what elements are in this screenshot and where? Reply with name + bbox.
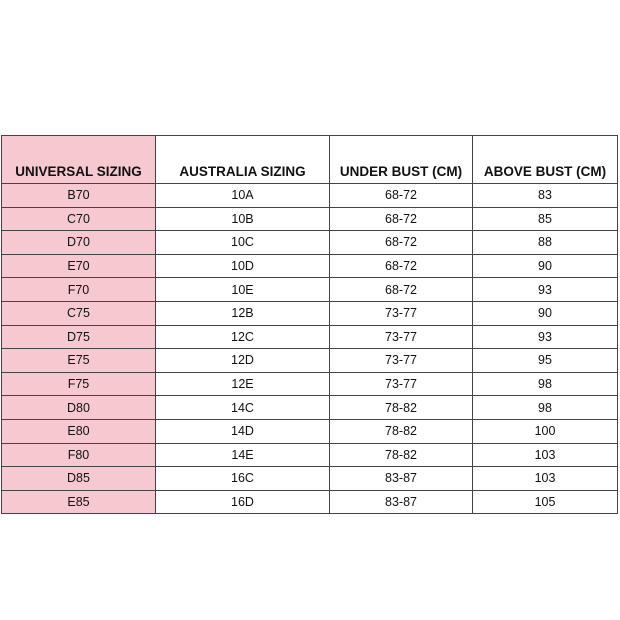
cell-australia-size: 14C [156, 396, 330, 420]
cell-above-bust: 83 [473, 184, 618, 208]
cell-above-bust: 98 [473, 396, 618, 420]
header-above-bust: ABOVE BUST (CM) [473, 136, 618, 184]
cell-australia-size: 14D [156, 419, 330, 443]
cell-australia-size: 14E [156, 443, 330, 467]
cell-universal-size: D75 [2, 325, 156, 349]
cell-under-bust: 78-82 [330, 396, 473, 420]
cell-australia-size: 10A [156, 184, 330, 208]
cell-under-bust: 68-72 [330, 207, 473, 231]
table-row [2, 419, 618, 443]
cell-under-bust: 68-72 [330, 278, 473, 302]
header-row [2, 136, 618, 184]
cell-under-bust: 73-77 [330, 325, 473, 349]
table-body [2, 184, 618, 514]
cell-under-bust: 78-82 [330, 419, 473, 443]
cell-above-bust: 98 [473, 372, 618, 396]
cell-australia-size: 16C [156, 467, 330, 491]
table-row [2, 396, 618, 420]
cell-above-bust: 88 [473, 231, 618, 255]
cell-universal-size: E70 [2, 254, 156, 278]
table-row [2, 301, 618, 325]
cell-australia-size: 10E [156, 278, 330, 302]
cell-universal-size: D70 [2, 231, 156, 255]
table-row [2, 207, 618, 231]
cell-australia-size: 10D [156, 254, 330, 278]
cell-australia-size: 10B [156, 207, 330, 231]
header-universal-sizing: UNIVERSAL SIZING [2, 136, 156, 184]
header-under-bust: UNDER BUST (CM) [330, 136, 473, 184]
cell-australia-size: 16D [156, 490, 330, 514]
cell-universal-size: D80 [2, 396, 156, 420]
cell-under-bust: 68-72 [330, 231, 473, 255]
cell-under-bust: 73-77 [330, 372, 473, 396]
cell-universal-size: E85 [2, 490, 156, 514]
cell-under-bust: 73-77 [330, 349, 473, 373]
table-row [2, 231, 618, 255]
cell-above-bust: 103 [473, 443, 618, 467]
cell-under-bust: 68-72 [330, 254, 473, 278]
cell-australia-size: 10C [156, 231, 330, 255]
table-row [2, 443, 618, 467]
header-australia-sizing: AUSTRALIA SIZING [156, 136, 330, 184]
cell-under-bust: 68-72 [330, 184, 473, 208]
cell-australia-size: 12E [156, 372, 330, 396]
table-row [2, 325, 618, 349]
cell-under-bust: 73-77 [330, 301, 473, 325]
cell-australia-size: 12B [156, 301, 330, 325]
table-row [2, 372, 618, 396]
table-row [2, 349, 618, 373]
cell-above-bust: 85 [473, 207, 618, 231]
cell-australia-size: 12C [156, 325, 330, 349]
cell-universal-size: B70 [2, 184, 156, 208]
bra-size-chart-table [1, 135, 618, 514]
cell-universal-size: E75 [2, 349, 156, 373]
table-row [2, 467, 618, 491]
cell-universal-size: F75 [2, 372, 156, 396]
cell-universal-size: D85 [2, 467, 156, 491]
cell-above-bust: 93 [473, 325, 618, 349]
table-row [2, 254, 618, 278]
cell-universal-size: C70 [2, 207, 156, 231]
cell-above-bust: 100 [473, 419, 618, 443]
cell-above-bust: 93 [473, 278, 618, 302]
cell-universal-size: E80 [2, 419, 156, 443]
cell-universal-size: F70 [2, 278, 156, 302]
cell-above-bust: 105 [473, 490, 618, 514]
cell-under-bust: 83-87 [330, 490, 473, 514]
cell-above-bust: 95 [473, 349, 618, 373]
cell-australia-size: 12D [156, 349, 330, 373]
table-row [2, 490, 618, 514]
table-header [2, 136, 618, 184]
cell-above-bust: 90 [473, 301, 618, 325]
cell-under-bust: 83-87 [330, 467, 473, 491]
cell-under-bust: 78-82 [330, 443, 473, 467]
table-row [2, 184, 618, 208]
cell-above-bust: 90 [473, 254, 618, 278]
cell-above-bust: 103 [473, 467, 618, 491]
table-row [2, 278, 618, 302]
cell-universal-size: C75 [2, 301, 156, 325]
cell-universal-size: F80 [2, 443, 156, 467]
